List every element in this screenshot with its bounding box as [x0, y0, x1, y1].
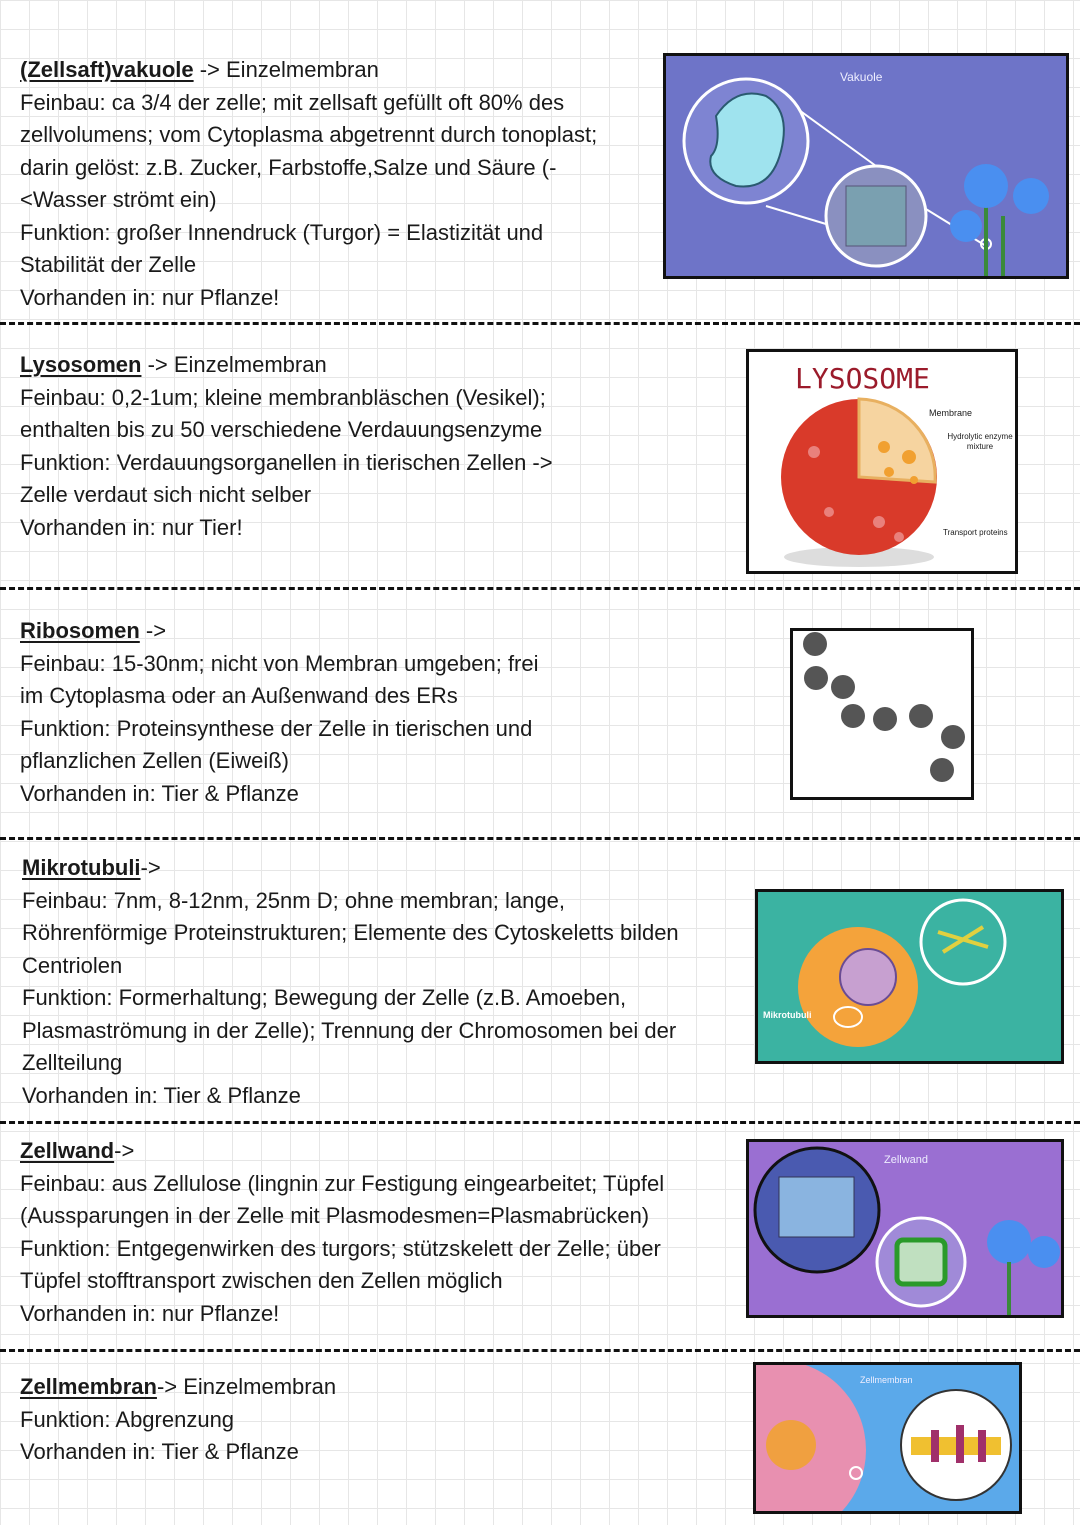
divider [0, 587, 1080, 590]
zellmembran-image [753, 1362, 1022, 1514]
ribosome-dots [793, 631, 974, 800]
label-membrane: Membrane [929, 408, 973, 418]
text-line: Centriolen [22, 952, 123, 978]
text-line: Feinbau: ca 3/4 der zelle; mit zellsaft gefüllt oft 80% des [20, 89, 565, 115]
zellmembran-illustration [756, 1365, 1022, 1514]
section-vakuole [20, 54, 660, 314]
section-title: Zellwand [20, 1138, 115, 1163]
text-line: Plasmaströmung in der Zelle); Trennung der Chromosomen bei der [22, 1017, 677, 1043]
section-ribosomen [20, 615, 539, 810]
lysosome-illustration [749, 352, 1018, 574]
text-line: Funktion: großer Innendruck (Turgor) = Elastizität und [20, 219, 544, 245]
label-hydrolytic-enzyme: Hydrolytic enzyme mixture [947, 432, 1013, 451]
lysosome-image [746, 349, 1018, 574]
section-title: Mikrotubuli [22, 855, 141, 880]
title-suffix: -> [139, 618, 167, 643]
text-line: Vorhanden in: Tier & Pflanze [20, 1439, 299, 1464]
section-lysosomen [20, 349, 553, 544]
divider [0, 1349, 1080, 1352]
text-line: Funktion: Abgrenzung [20, 1406, 235, 1432]
text-line: Röhrenförmige Proteinstrukturen; Elemente des Cytoskeletts bilden [22, 920, 679, 945]
image-caption: Zellmembran [860, 1375, 913, 1385]
text-line: Vorhanden in: Tier & Pflanze [20, 780, 299, 806]
text-line: Feinbau: 15-30nm; nicht von Membran umgeben; frei [20, 650, 539, 676]
section-zellmembran [20, 1371, 336, 1469]
text-line: Feinbau: aus Zellulose (lingnin zur Festigung eingearbeitet; Tüpfel [20, 1170, 665, 1196]
text-line: Vorhanden in: nur Pflanze! [20, 1300, 280, 1326]
title-suffix: -> [114, 1138, 135, 1163]
text-line: <Wasser strömt ein) [20, 187, 217, 212]
title-suffix: -> Einzelmembran [156, 1374, 337, 1399]
image-caption: Vakuole [840, 70, 883, 84]
divider [0, 837, 1080, 840]
title-suffix: -> Einzelmembran [193, 57, 379, 82]
text-line: darin gelöst: z.B. Zucker, Farbstoffe,Salze und Säure (- [20, 154, 557, 180]
text-line: Funktion: Proteinsynthese der Zelle in tierischen und [20, 715, 533, 741]
title-suffix: -> [140, 855, 161, 880]
mikrotubuli-image [755, 889, 1064, 1064]
lysosome-title: LYSOSOME [795, 362, 930, 395]
text-line: Stabilität der Zelle [20, 252, 197, 277]
title-suffix: -> Einzelmembran [141, 352, 327, 377]
divider [0, 322, 1080, 325]
text-line: zellvolumens; vom Cytoplasma abgetrennt durch tonoplast; [20, 122, 598, 147]
text-line: Tüpfel stofftransport zwischen den Zellen möglich [20, 1268, 503, 1293]
ribosomen-image [790, 628, 974, 800]
text-line: Vorhanden in: nur Tier! [20, 514, 243, 540]
image-caption: Mikrotubuli [763, 1010, 812, 1020]
text-line: Funktion: Formerhaltung; Bewegung der Zelle (z.B. Amoeben, [22, 985, 627, 1010]
text-line: enthalten bis zu 50 verschiedene Verdauungsenzyme [20, 417, 543, 442]
text-line: Vorhanden in: nur Pflanze! [20, 284, 280, 310]
mikrotubuli-illustration [758, 892, 1064, 1064]
section-title: (Zellsaft)vakuole [20, 57, 194, 82]
text-line: Funktion: Verdauungsorganellen in tierischen Zellen -> [20, 449, 553, 475]
text-line: Funktion: Entgegenwirken des turgors; stützskelett der Zelle; über [20, 1235, 661, 1261]
text-line: im Cytoplasma oder an Außenwand des ERs [20, 683, 458, 708]
text-line: Feinbau: 0,2-1um; kleine membranbläschen (Vesikel); [20, 384, 546, 410]
divider [0, 1121, 1080, 1124]
text-line: (Aussparungen in der Zelle mit Plasmodesmen=Plasmabrücken) [20, 1203, 650, 1228]
zellwand-illustration [749, 1142, 1064, 1318]
vakuole-image [663, 53, 1069, 279]
section-title: Zellmembran [20, 1374, 157, 1399]
section-mikrotubuli [22, 852, 679, 1112]
text-line: Vorhanden in: Tier & Pflanze [22, 1082, 301, 1108]
zellwand-image [746, 1139, 1064, 1318]
text-line: Feinbau: 7nm, 8-12nm, 25nm D; ohne membran; lange, [22, 887, 565, 913]
text-line: Zellteilung [22, 1050, 123, 1075]
text-line: Zelle verdaut sich nicht selber [20, 482, 312, 507]
section-zellwand [20, 1135, 664, 1330]
text-line: pflanzlichen Zellen (Eiweiß) [20, 748, 289, 773]
label-transport-proteins: Transport proteins [943, 528, 1008, 537]
section-title: Ribosomen [20, 618, 140, 643]
vakuole-illustration [666, 56, 1069, 279]
image-caption: Zellwand [884, 1154, 929, 1166]
section-title: Lysosomen [20, 352, 142, 377]
